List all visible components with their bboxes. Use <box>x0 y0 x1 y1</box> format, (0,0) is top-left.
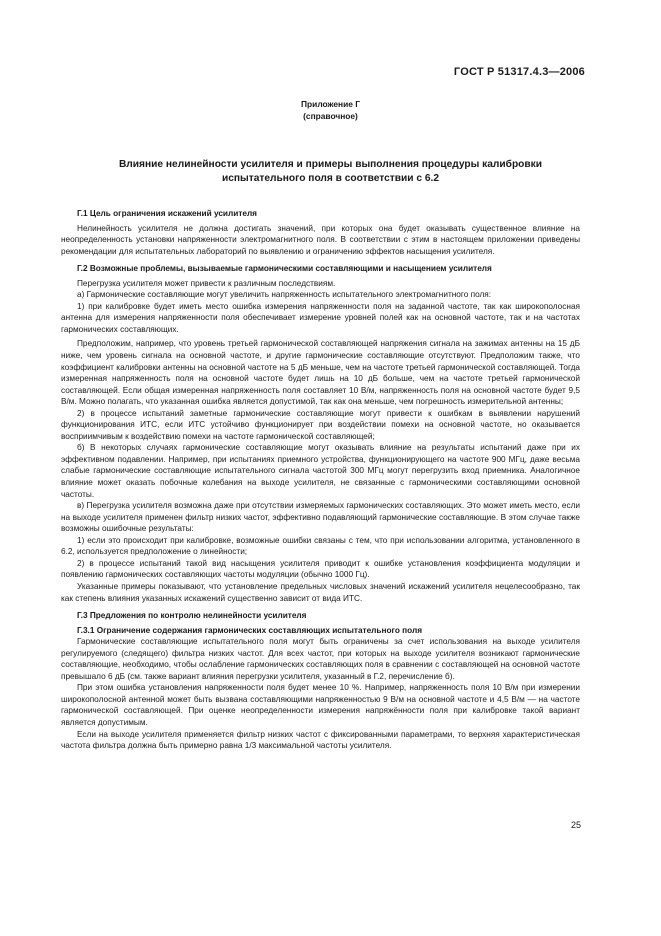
paragraph: 2) в процессе испытаний такой вид насыщения усилителя приводит к ошибке установления коэффициента модуляции и появлению гармонических составляющих частоты модуляции (обычно 1000 Гц). <box>61 558 580 580</box>
annex-label: Приложение Г <box>301 99 360 109</box>
section-heading-g2: Г.2 Возможные проблемы, вызываемые гармоническими составляющими и насыщением усилителя <box>77 264 492 274</box>
paragraph: б) В некоторых случаях гармонические составляющие могут оказывать влияние на результаты испытаний даже при их эффективном подавлении. Например, при испытаниях приемного устройства, функционирующего на частоте 900 МГц, даже весьма слабые гармонические составляющие испытательного сигнала частотой 300 МГц могут перегрузить вход приемника. Аналогичное влияние может оказать побочные колебания на выходе усилителя, не связанные с гармоническими составляющими основной частоты. <box>61 443 580 499</box>
paragraph: При этом ошибка установления напряженности поля будет менее 10 %. Например, напряженность поля 10 В/м при измерении широкополосной антенной может быть вызвана составляющими напряженностью 9 В/м на основной частоте и 4,5 В/м — на частоте гармонической составляющей. При оценке неопределенности измерения напряжённости поля при калибровке такой вариант является допустимым. <box>61 683 580 727</box>
paragraph: Нелинейность усилителя не должна достигать значений, при которых она будет оказывать существенное влияние на неопределенность установки напряженности электромагнитного поля. В соответствии с этим в настоящем приложении приведены рекомендации для испытательных лабораторий по выявлению и ограничению эффектов насыщения усилителя. <box>61 223 580 256</box>
section-heading-g1: Г.1 Цель ограничения искажений усилителя <box>77 209 257 218</box>
paragraph: 1) если это происходит при калибровке, возможные ошибки связаны с тем, что при использовании алгоритма, установленного в 6.2, используется предположение о линейности; <box>61 535 580 557</box>
document-header: ГОСТ Р 51317.4.3—2006 <box>453 66 585 78</box>
annex-status: (справочное) <box>303 111 358 121</box>
paragraph: Если на выходе усилителя применяется фильтр низких частот с фиксированными параметрами, то верхняя характеристическая частота фильтра должна быть примерно равна 1/3 максимальной частоты усилителя. <box>61 729 580 751</box>
section-heading-g3: Г.3 Предложения по контролю нелинейности усилителя <box>77 611 307 621</box>
paragraph: 1) при калибровке будет иметь место ошибка измерения напряженности поля на заданной частоте, так как широкополосная антенна для измерения напряженности поля обеспечивает измерение уровней полей как на основной частоте, так и на частотах гармонических составляющих. <box>61 301 580 334</box>
paragraph: 2) в процессе испытаний заметные гармонические составляющие могут привести к ошибкам в выявлении нарушений функционирования ИТС, если ИТС устойчиво функционирует при воздействии помехи на основной частоте, но оказывается восприимчивым к воздействию помехи на частоте гармонической составляющей; <box>61 408 580 441</box>
annex-title <box>60 158 601 186</box>
page-number: 25 <box>570 820 581 830</box>
paragraph: Гармонические составляющие испытательного поля могут быть ограничены за счет использования на выходе усилителя регулируемого (следящего) фильтра низких частот. Для всех частот, при которых на выходе усилителя возникают гармонические составляющие, необходимо, чтобы ослабление гармонических составляющих поля в сравнении с составляющей на основной частоте превышало 6 дБ (см. также вариант влияния перегрузки усилителя, указанный в Г.2, перечисление б). <box>61 637 580 681</box>
title-line-2: испытательного поля в соответствии с 6.2 <box>221 173 440 184</box>
title-line-1: Влияние нелинейности усилителя и примеры выполнения процедуры калибровки <box>118 159 543 170</box>
subsection-heading-g3-1: Г.3.1 Ограничение содержания гармонических составляющих испытательного поля <box>77 625 423 635</box>
paragraph: в) Перегрузка усилителя возможна даже при отсутствии измеряемых гармонических составляющих. Это может иметь место, если на выходе усилителя применен фильтр низких частот, эффективно подавляющий гармонические составляющие. В этом случае также возможны ошибочные результаты: <box>61 501 580 534</box>
document-body <box>61 208 580 752</box>
paragraph: а) Гармонические составляющие могут увеличить напряженность испытательного электромагнитного поля: <box>77 290 492 300</box>
paragraph: Указанные примеры показывают, что установление предельных числовых значений искажений усилителя нецелесообразно, так как степень влияния указанных искажений существенно зависит от вида ИТС. <box>61 581 580 603</box>
paragraph: Перегрузка усилителя может привести к различным последствиям. <box>77 278 336 288</box>
annex-heading <box>0 98 661 122</box>
paragraph: Предположим, например, что уровень третьей гармонической составляющей напряжения сигнала на зажимах антенны на 15 дБ ниже, чем уровень сигнала на основной частоте, и другие гармонические составляющие отсутствуют. Предположим также, что коэффициент калибровки антенны на основной частоте на 5 дБ меньше, чем на частоте третьей гармонической составляющей. Тогда измеренная напряженность поля на основной частоте будет лишь на 10 дБ больше, чем на частоте третьей гармонической составляющей. Если общая измеренная напряженность поля составляет 10 В/м, напряженность поля на основной частоте будет 9,5 В/м. Можно полагать, что указанная ошибка является допустимой, так как она меньше, чем погрешность измерительной антенны; <box>61 339 580 407</box>
